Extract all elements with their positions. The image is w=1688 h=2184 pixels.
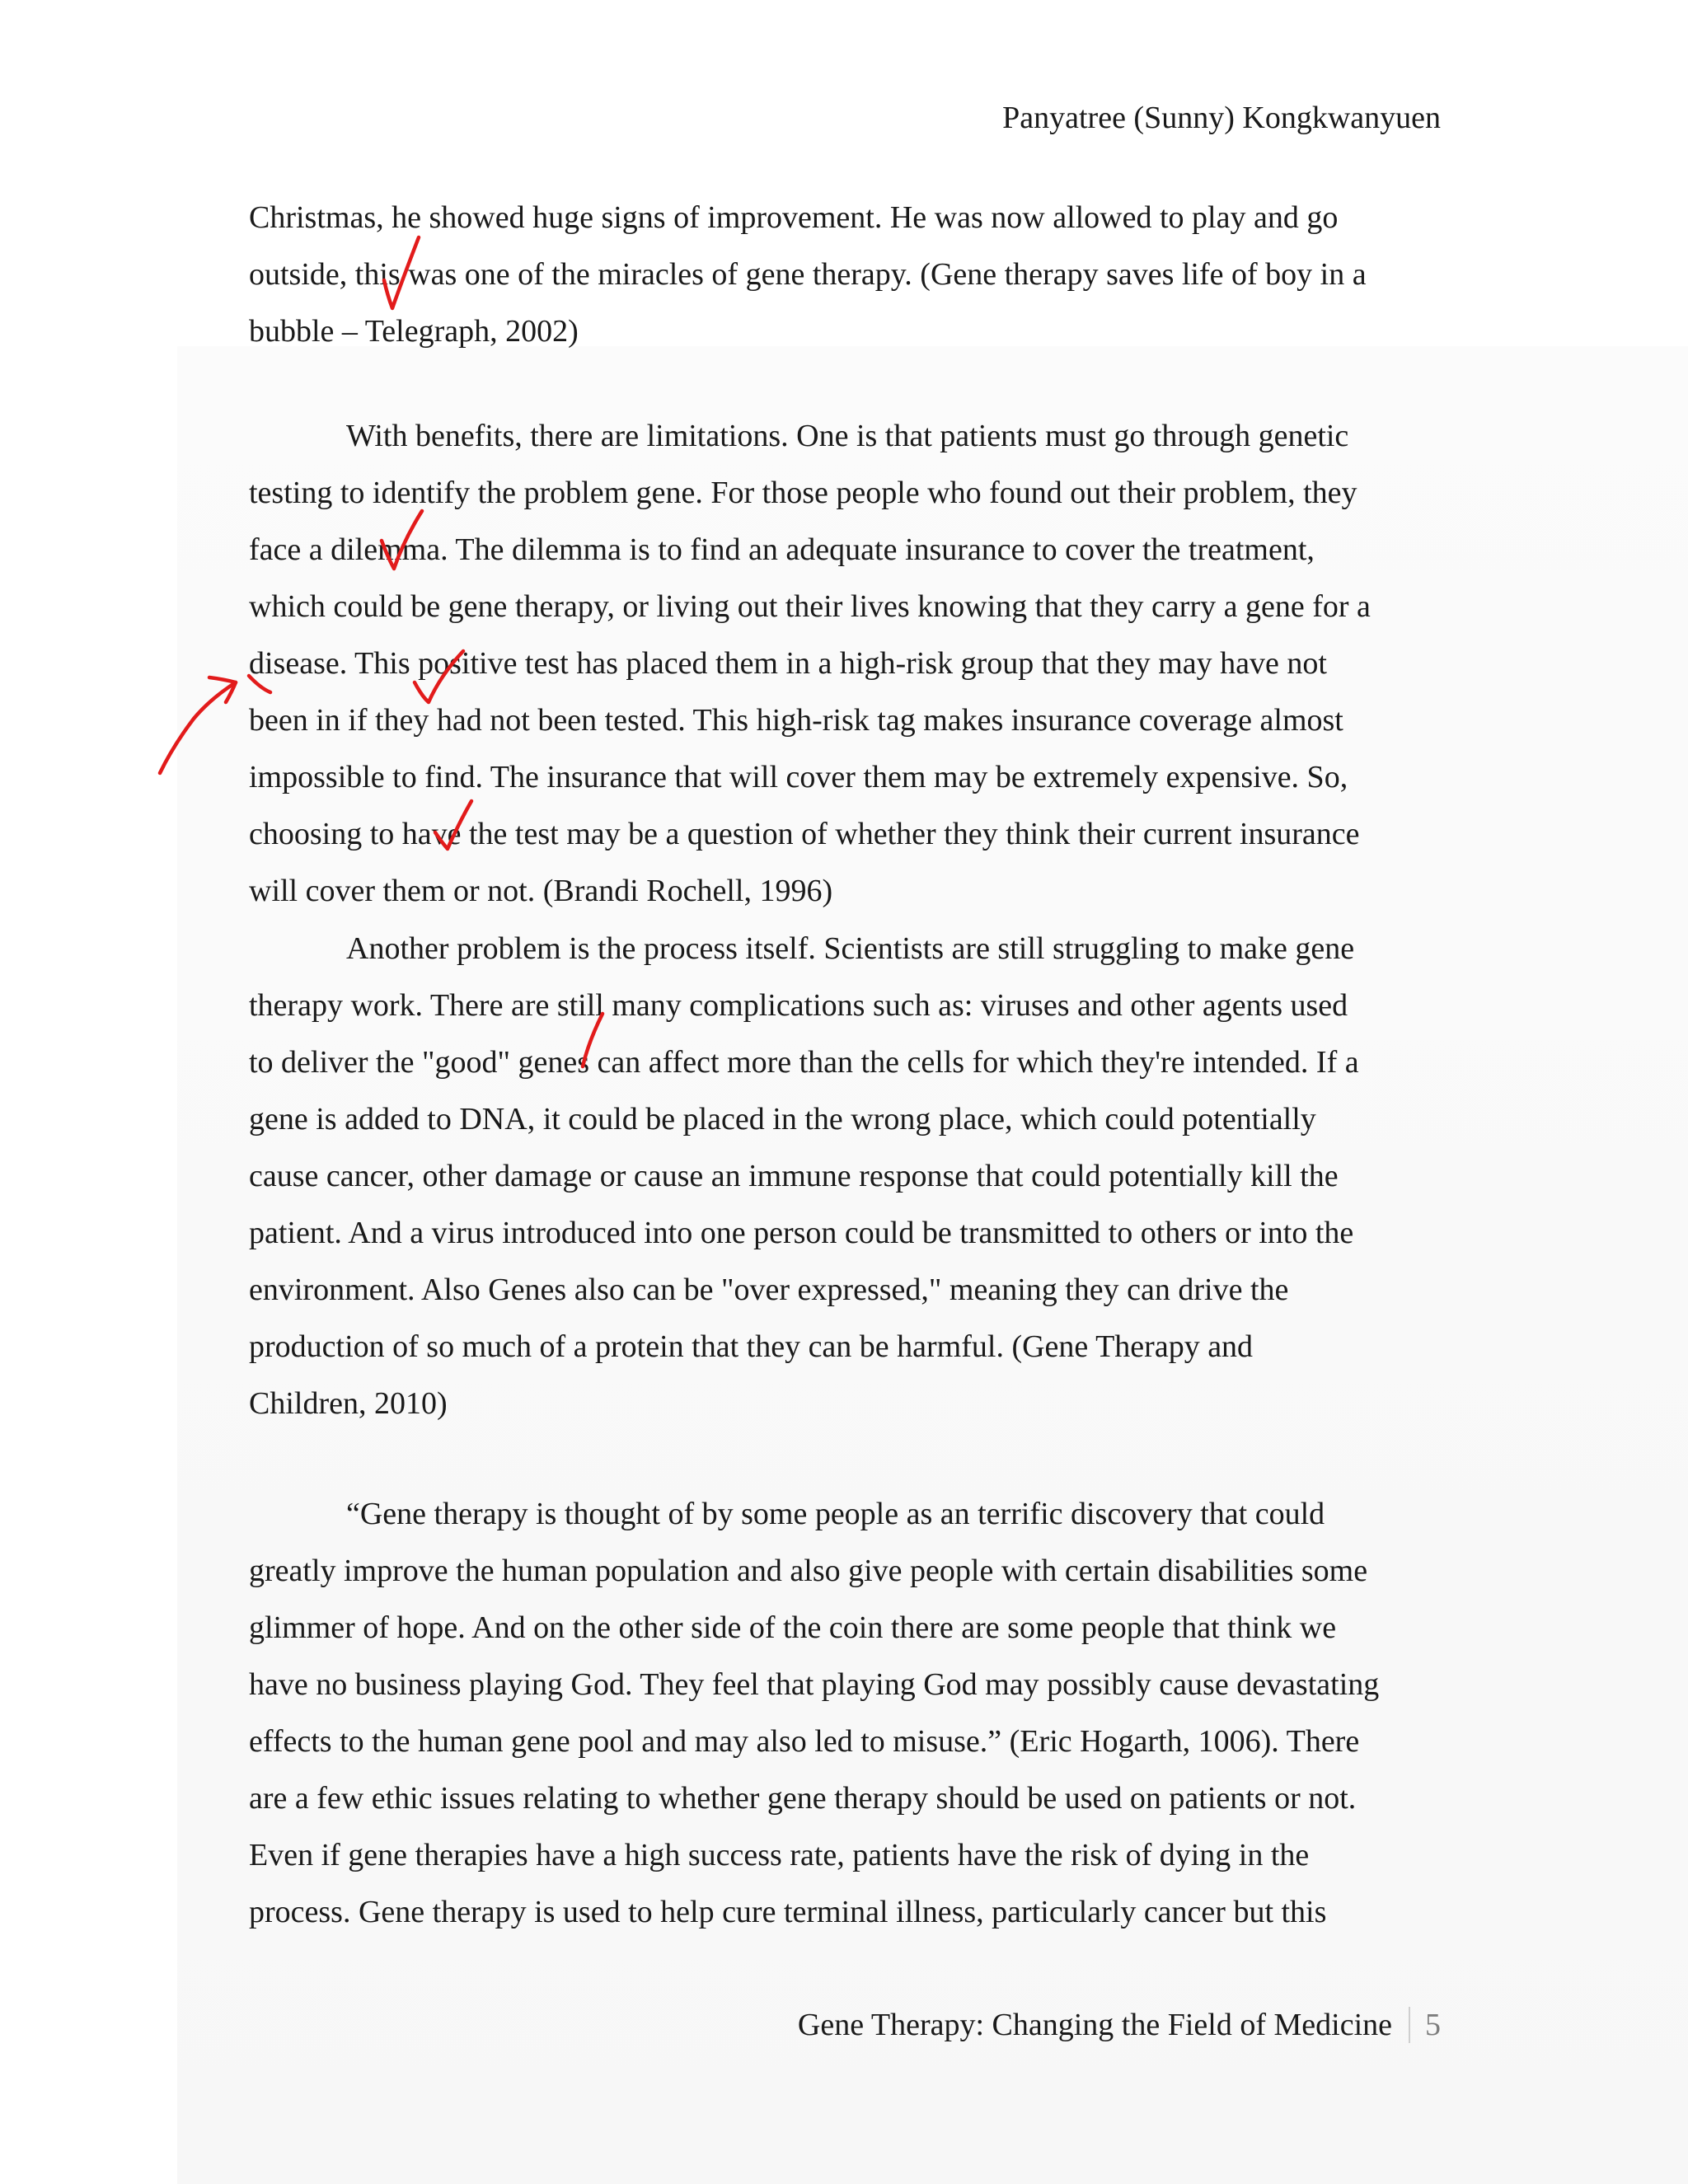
text-line: have no business playing God. They feel that playing God may possibly cause devastating [249,1667,1380,1702]
text-line: face a dilemma. The dilemma is to find an adequate insurance to cover the treatment, [249,532,1315,567]
page-header-author: Panyatree (Sunny) Kongkwanyuen [1002,101,1441,135]
text-line: therapy work. There are still many complications such as: viruses and other agents used [249,988,1348,1023]
text-line: greatly improve the human population and also give people with certain disabilities some [249,1554,1368,1588]
text-line: process. Gene therapy is used to help cure terminal illness, particularly cancer but this [249,1895,1327,1929]
text-line: outside, this was one of the miracles of gene therapy. (Gene therapy saves life of boy in a [249,257,1367,292]
text-line: testing to identify the problem gene. For those people who found out their problem, they [249,476,1357,510]
text-line: cause cancer, other damage or cause an immune response that could potentially kill the [249,1159,1339,1193]
text-line: Another problem is the process itself. Scientists are still struggling to make gene [346,931,1355,966]
text-line: Christmas, he showed huge signs of improvement. He was now allowed to play and go [249,200,1339,235]
text-line: patient. And a virus introduced into one person could be transmitted to others or into the [249,1216,1354,1250]
text-line: “Gene therapy is thought of by some people as an terrific discovery that could [346,1497,1325,1531]
page-footer [798,2004,1441,2046]
text-line: disease. This positive test has placed them in a high-risk group that they may have not [249,646,1327,681]
paragraph-2 [249,408,1452,920]
text-line: effects to the human gene pool and may also led to misuse.” (Eric Hogarth, 1006). There [249,1724,1360,1759]
text-line: impossible to find. The insurance that will cover them may be extremely expensive. So, [249,760,1348,794]
paragraph-1 [249,190,1452,360]
text-line: production of so much of a protein that they can be harmful. (Gene Therapy and [249,1329,1254,1364]
text-line: to deliver the "good" genes can affect more than the cells for which they're intended. If a [249,1045,1359,1080]
text-line: been in if they had not been tested. This high-risk tag makes insurance coverage almost [249,703,1343,738]
footer-divider [1409,2007,1410,2043]
text-line: which could be gene therapy, or living out their lives knowing that they carry a gene for a [249,589,1371,624]
text-line: gene is added to DNA, it could be placed in the wrong place, which could potentially [249,1102,1316,1137]
text-line: are a few ethic issues relating to whether gene therapy should be used on patients or not. [249,1781,1357,1816]
footer-title: Gene Therapy: Changing the Field of Medicine [797,2008,1392,2042]
text-line: glimmer of hope. And on the other side of the coin there are some people that think we [249,1610,1337,1645]
text-line: environment. Also Genes also can be "over expressed," meaning they can drive the [249,1272,1289,1307]
paragraph-3 [249,921,1452,1432]
text-line: Children, 2010) [249,1386,448,1421]
text-line: bubble – Telegraph, 2002) [249,314,579,349]
text-line: With benefits, there are limitations. One is that patients must go through genetic [346,419,1349,453]
text-line: choosing to have the test may be a question of whether they think their current insurance [249,817,1360,851]
text-line: Even if gene therapies have a high success rate, patients have the risk of dying in the [249,1838,1310,1872]
text-line: will cover them or not. (Brandi Rochell, 1996) [249,874,833,908]
paragraph-4 [249,1486,1452,1941]
page-number: 5 [1425,2008,1441,2042]
